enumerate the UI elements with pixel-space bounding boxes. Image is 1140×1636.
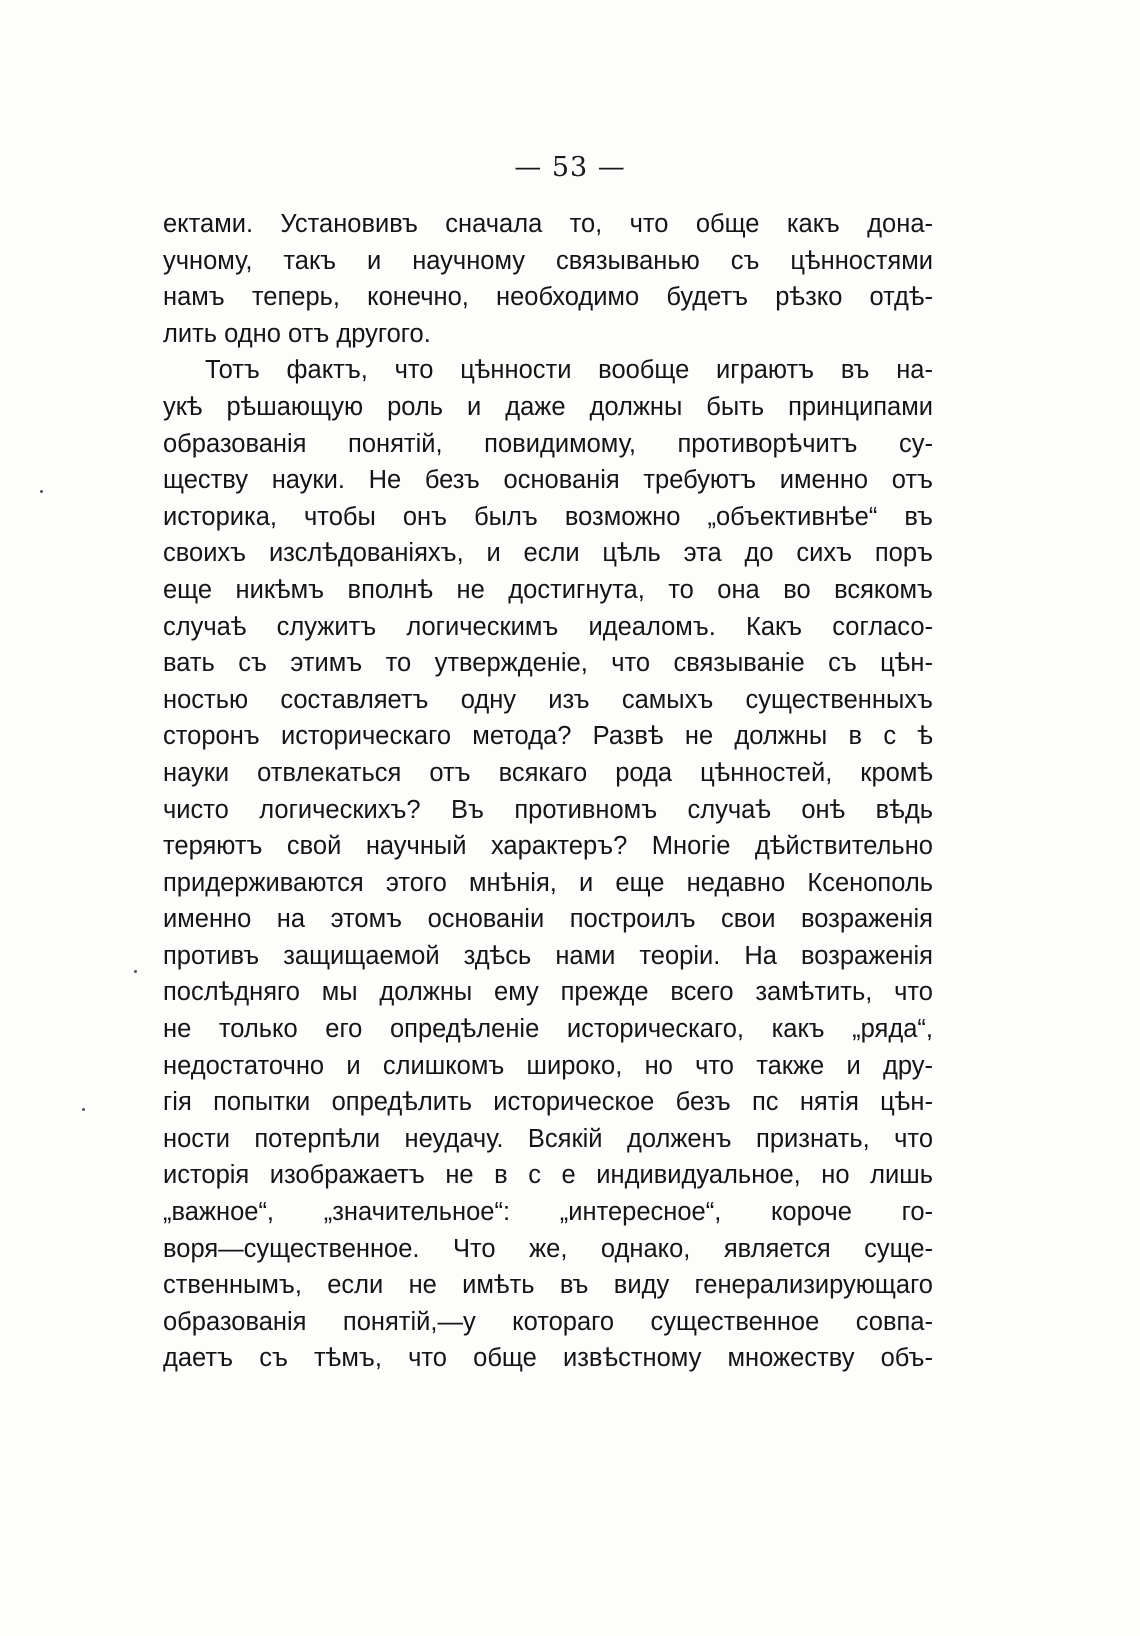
text-line: именно на этомъ основаніи построилъ свои возраженія bbox=[163, 905, 933, 934]
text-line: даетъ съ тѣмъ, что обще извѣстному множеству объ- bbox=[163, 1344, 933, 1373]
text-line: лить одно отъ другого. bbox=[163, 319, 431, 348]
text-line: образованія понятій, повидимому, противорѣчитъ су- bbox=[163, 429, 933, 458]
text-line: ектами. Установивъ сначала то, что обще какъ дона- bbox=[163, 210, 933, 238]
text-line: гія попытки опредѣлить историческое безъ пс нятія цѣн- bbox=[163, 1088, 933, 1117]
text-line: укѣ рѣшающую роль и даже должны быть принципами bbox=[163, 392, 933, 421]
scan-speck bbox=[40, 490, 43, 493]
text-line: еще никѣмъ вполнѣ не достигнута, то она во всякомъ bbox=[163, 575, 933, 604]
text-line: ществу науки. Не безъ основанія требуютъ именно отъ bbox=[163, 466, 933, 495]
text-line: теряютъ свой научный характеръ? Многіе дѣйствительно bbox=[163, 832, 933, 861]
text-line: намъ теперь, конечно, необходимо будетъ рѣзко отдѣ- bbox=[163, 283, 933, 312]
text-line: не только его опредѣленіе историческаго, какъ „ряда“, bbox=[163, 1015, 933, 1044]
text-line: чисто логическихъ? Въ противномъ случаѣ онѣ вѣдь bbox=[163, 795, 933, 824]
text-line: учному, такъ и научному связыванью съ цѣнностями bbox=[163, 246, 933, 275]
text-line: воря—существенное. Что же, однако, является суще- bbox=[163, 1234, 933, 1263]
text-line: вать съ этимъ то утвержденіе, что связываніе съ цѣн- bbox=[163, 649, 933, 678]
text-line: придерживаются этого мнѣнія, и еще недавно Ксенополь bbox=[163, 868, 933, 897]
text-line: ности потерпѣли неудачу. Всякій долженъ признать, что bbox=[163, 1124, 933, 1153]
text-line: своихъ изслѣдованіяхъ, и если цѣль эта до сихъ поръ bbox=[163, 539, 933, 568]
scan-speck bbox=[134, 970, 137, 973]
text-line: науки отвлекаться отъ всякаго рода цѣнностей, кромѣ bbox=[163, 758, 933, 787]
text-line: противъ защищаемой здѣсь нами теоріи. На возраженія bbox=[163, 941, 933, 970]
page-number: — 53 — bbox=[514, 152, 626, 183]
text-line: послѣдняго мы должны ему прежде всего замѣтить, что bbox=[163, 978, 933, 1007]
text-line: Тотъ фактъ, что цѣнности вообще играютъ въ на- bbox=[205, 356, 933, 385]
scan-speck bbox=[82, 1108, 85, 1111]
text-line: сторонъ историческаго метода? Развѣ не должны в с ѣ bbox=[163, 722, 933, 751]
text-line: образованія понятій,—у котораго существенное совпа- bbox=[163, 1307, 933, 1336]
text-line: недостаточно и слишкомъ широко, но что также и дру- bbox=[163, 1051, 933, 1080]
text-line: случаѣ служитъ логическимъ идеаломъ. Какъ согласо- bbox=[163, 612, 933, 641]
body-text bbox=[163, 206, 933, 1377]
text-line: ностью составляетъ одну изъ самыхъ существенныхъ bbox=[163, 685, 933, 714]
text-line: историка, чтобы онъ былъ возможно „объективнѣе“ въ bbox=[163, 502, 933, 531]
text-line: „важное“, „значительное“: „интересное“, короче го- bbox=[163, 1198, 933, 1227]
text-line: ственнымъ, если не имѣть въ виду генерализирующаго bbox=[163, 1271, 933, 1300]
text-line: исторія изображаетъ не в с е индивидуальное, но лишь bbox=[163, 1161, 933, 1190]
